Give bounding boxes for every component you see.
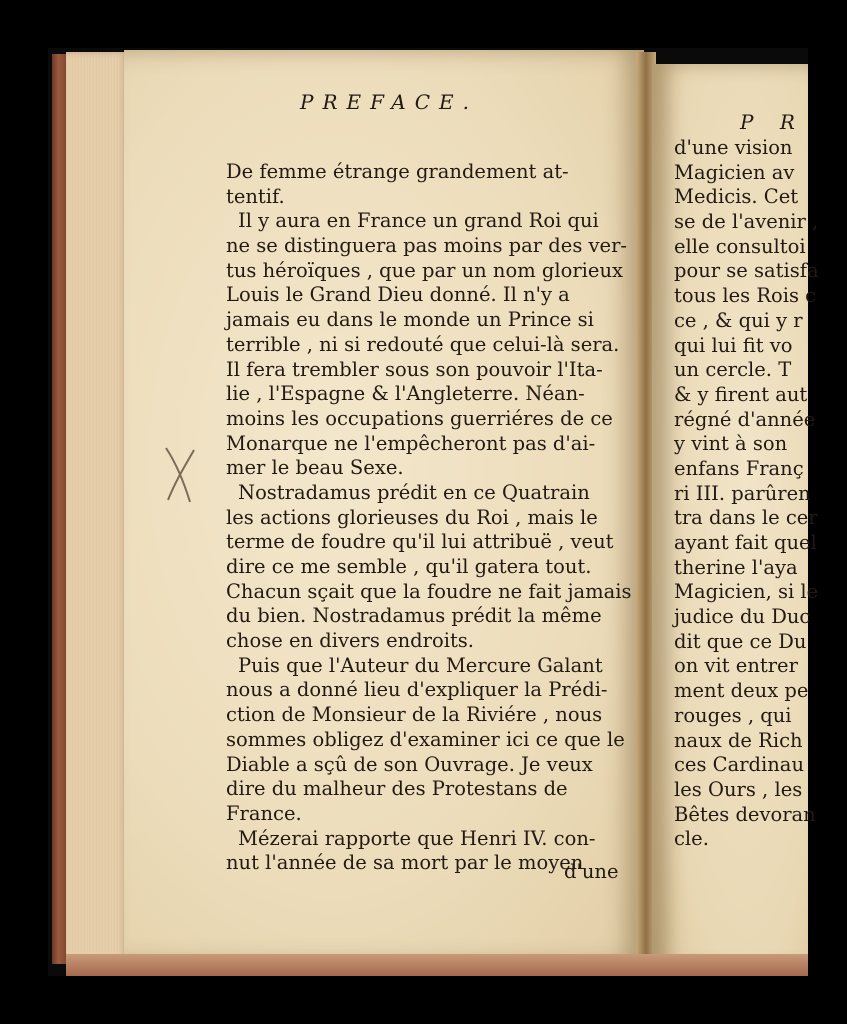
book-bottom-edge xyxy=(66,954,808,976)
text-line: tra dans le cer xyxy=(674,506,818,530)
text-segment: nut l'année de sa mort par le moyen xyxy=(226,851,584,875)
text-line: Medicis. Cet xyxy=(674,185,799,209)
text-line: pour se satisfa xyxy=(674,259,819,283)
text-line xyxy=(226,259,626,284)
text-line xyxy=(226,678,626,703)
text-line: ayant fait quel xyxy=(674,531,817,554)
text-segment: nous a donné lieu d'expliquer la Prédi- xyxy=(226,678,608,702)
text-segment: France. xyxy=(226,801,302,825)
text-segment: sommes obligez d'examiner ici ce que le xyxy=(226,727,625,751)
text-line: un cercle. T xyxy=(674,358,792,382)
text-line xyxy=(226,209,626,234)
text-line: tous les Rois c xyxy=(674,284,817,308)
text-segment: Louis le Grand Dieu donné. xyxy=(226,283,497,307)
text-line: régné d'année xyxy=(674,407,816,431)
text-line: se de l'avenir , xyxy=(674,210,819,234)
text-line: Magicien, si le xyxy=(674,580,819,604)
text-line: Magicien av xyxy=(674,160,795,184)
text-segment: tus héroïques , que par un nom glorieux xyxy=(226,258,624,282)
text-segment: Diable a sçû de son Ouvrage. Je veux xyxy=(226,752,593,776)
text-segment: jamais eu dans le monde un Prince si xyxy=(226,308,594,332)
text-line xyxy=(226,283,626,308)
text-segment: Il n'y a xyxy=(496,283,570,307)
text-segment: ction de Monsieur de la Riviére , nous xyxy=(226,703,603,727)
text-segment: terme de foudre qu'il lui attribuë , veut xyxy=(226,530,614,554)
text-line: elle consultoi xyxy=(674,234,806,258)
text-segment: les actions glorieuses du Roi , mais le xyxy=(226,505,598,529)
text-line xyxy=(226,407,626,432)
text-segment: ne se distinguera pas moins par des ver- xyxy=(226,234,627,258)
text-segment: lie , l'Espagne & l'Angleterre. Néan- xyxy=(226,382,585,406)
text-line: on vit entrer xyxy=(674,654,798,678)
text-line: enfans Franç xyxy=(674,456,804,480)
right-running-head: P R xyxy=(740,110,805,134)
text-line xyxy=(226,481,626,506)
text-line xyxy=(226,802,626,827)
text-segment: Chacun sçait que la foudre ne fait jamais xyxy=(226,579,632,603)
text-segment: Il fera trembler sous son pouvoir l'Ita- xyxy=(226,357,603,381)
text-segment: du bien. Nostradamus prédit la même xyxy=(226,604,602,628)
text-segment: chose en divers endroits. xyxy=(226,629,474,653)
text-segment: Il y aura en France un grand Roi qui xyxy=(238,209,599,233)
text-line: dit que ce Du xyxy=(674,629,807,653)
text-line xyxy=(226,185,626,210)
catchword: d'une xyxy=(564,860,619,883)
text-line: rouges , qui xyxy=(674,703,792,727)
text-line: ces Cardinau xyxy=(674,753,804,777)
text-line xyxy=(226,456,626,481)
text-line xyxy=(226,753,626,778)
page-stack-edge xyxy=(66,52,128,968)
text-segment: Nostradamus prédit en ce Quatrain xyxy=(238,480,590,504)
text-line: y vint à son xyxy=(674,432,788,456)
text-line: qui lui fit vo xyxy=(674,333,793,357)
text-segment: Monarque ne l'empêcheront pas d'ai- xyxy=(226,431,596,455)
text-line: ri III. parûren xyxy=(674,481,811,505)
text-segment: Puis que l'Auteur du Mercure Galant xyxy=(238,653,603,677)
text-segment: dire ce me semble , qu'il xyxy=(226,555,475,578)
text-line: naux de Rich xyxy=(674,728,803,752)
text-line: cle. xyxy=(674,827,709,851)
text-line xyxy=(226,358,626,383)
text-line xyxy=(226,728,626,753)
text-line: & y firent aut xyxy=(674,382,808,406)
text-line: les Ours , les xyxy=(674,777,803,801)
text-segment: Mézerai rapporte que Henri IV. con- xyxy=(238,826,596,850)
text-line xyxy=(226,827,626,852)
text-line xyxy=(226,629,626,654)
text-line: Bêtes devoran xyxy=(674,802,816,826)
text-line xyxy=(226,432,626,457)
text-line: therine l'aya xyxy=(674,555,798,579)
text-line xyxy=(226,530,626,555)
text-segment: dire du malheur des Protestans de xyxy=(226,777,568,801)
text-line: judice du Duc xyxy=(674,605,811,629)
text-line xyxy=(226,703,626,728)
running-head: PREFACE. xyxy=(300,90,478,114)
text-segment: tentif. xyxy=(226,184,285,208)
text-line xyxy=(226,555,626,580)
text-line xyxy=(226,234,626,259)
text-line xyxy=(226,308,626,333)
text-line: d'une vision xyxy=(674,136,793,159)
text-segment: gatera tout. xyxy=(474,555,592,578)
text-line: ce , & qui y r xyxy=(674,308,803,332)
text-line xyxy=(226,160,626,185)
handwritten-x-mark xyxy=(160,440,200,510)
text-segment: terrible , ni si redouté que celui-là sera. xyxy=(226,332,620,356)
text-segment: De femme étrange grandement at- xyxy=(226,160,569,183)
text-line: ment deux pe xyxy=(674,679,809,703)
text-line xyxy=(226,506,626,531)
text-segment: moins les occupations guerriéres de ce xyxy=(226,406,613,430)
text-line xyxy=(226,579,632,605)
text-line xyxy=(226,333,626,358)
text-segment: mer le beau Sexe. xyxy=(226,456,404,480)
text-line xyxy=(226,382,626,407)
text-line xyxy=(226,654,626,679)
text-line xyxy=(226,777,626,802)
text-line xyxy=(226,604,626,629)
right-page-text xyxy=(674,136,844,852)
